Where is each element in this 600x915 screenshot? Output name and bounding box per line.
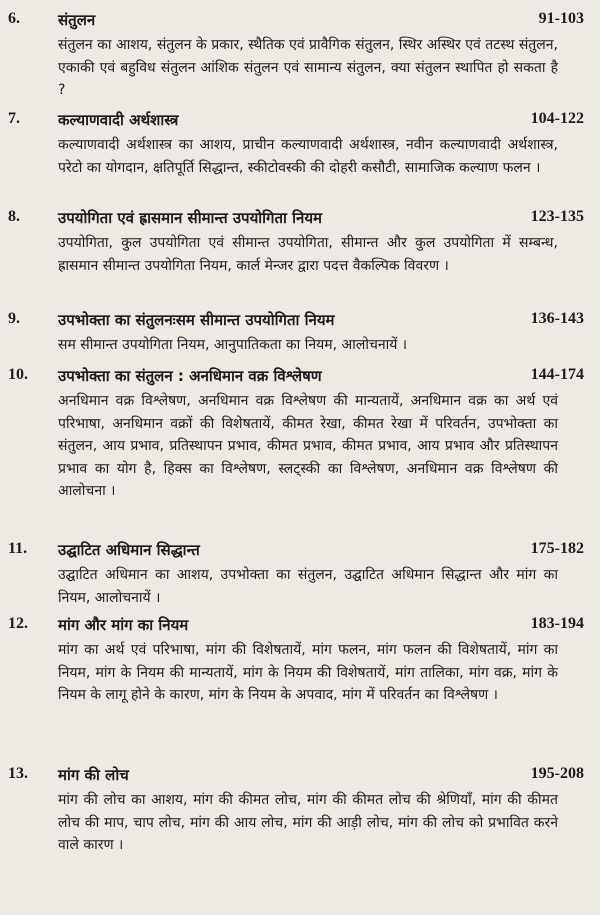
chapter-page-range: 175-182: [530, 540, 584, 557]
chapter-page-range: 183-194: [530, 615, 584, 632]
chapter-topics: संतुलन का आशय, संतुलन के प्रकार, स्थैतिक एवं प्रावैगिक संतुलन, स्थिर अस्थिर एवं तटस्थ संतुलन, एकाकी एवं बहुविध संतुलन आंशिक संतुलन एवं सामान्य संतुलन, क्या संतुलन स्थापित हो सकता है ?: [58, 37, 559, 98]
chapter-title: मांग और मांग का नियम: [58, 616, 189, 634]
chapter-page-range: 195-208: [530, 765, 584, 782]
chapter-number: 10.: [8, 366, 28, 383]
chapter-title: उपभोक्ता का संतुलन : अनधिमान वक्र विश्लेषण: [58, 367, 322, 385]
chapter-number: 12.: [8, 615, 28, 632]
chapter-title: उपभोक्ता का संतुलनःसम सीमान्त उपयोगिता नियम: [58, 311, 335, 329]
chapter-number: 6.: [8, 10, 20, 27]
chapter-topics: अनधिमान वक्र विश्लेषण, अनधिमान वक्र विश्लेषण की मान्यतायें, अनधिमान वक्र का अर्थ एवं परिभाषा, अनधिमान वक्रों की विशेषतायें, कीमत रेखा, कीमत रेखा में परिवर्तन, उपभोक्ता का संतुलन, आय प्रभाव, प्रतिस्थापन प्रभाव, कीमत प्रभाव, कीमत प्रभाव, आय प्रभाव और प्रतिस्थापन प्रभाव का योग है, हिक्स का विश्लेषण, स्लट्स्की का विश्लेषण, अनधिमान वक्र विश्लेषण की आलोचना ।: [58, 393, 558, 499]
chapter-page-range: 136-143: [530, 310, 584, 327]
chapter-title: उपयोगिता एवं ह्रासमान सीमान्त उपयोगिता नियम: [58, 209, 323, 227]
chapter-topics: उद्घाटित अधिमान का आशय, उपभोक्ता का संतुलन, उद्घाटित अधिमान सिद्धान्त और मांग का नियम, आलोचनायें ।: [58, 567, 558, 606]
chapter-title: संतुलन: [58, 11, 96, 29]
chapter-number: 7.: [8, 110, 20, 127]
chapter-topics: मांग का अर्थ एवं परिभाषा, मांग की विशेषतायें, मांग फलन, मांग फलन की विशेषतायें, मांग का नियम, मांग के नियम की मान्यतायें, मांग के नियम की विशेषतायें, मांग तालिका, मांग वक्र, मांग के नियम के लागू होने के कारण, मांग के नियम के अपवाद, मांग में परिवर्तन का विश्लेषण ।: [58, 642, 558, 703]
chapter-topics: मांग की लोच का आशय, मांग की कीमत लोच, मांग की कीमत लोच की श्रेणियाँ, मांग की कीमत लोच की माप, चाप लोच, मांग की आय लोच, मांग की आड़ी लोच, मांग की लोच को प्रभावित करने वाले कारण ।: [58, 792, 558, 853]
chapter-title: उद्घाटित अधिमान सिद्धान्त: [58, 541, 200, 559]
chapter-topics: कल्याणवादी अर्थशास्त्र का आशय, प्राचीन कल्याणवादी अर्थशास्त्र, नवीन कल्याणवादी अर्थशास्त्र, परेटो का योगदान, क्षतिपूर्ति सिद्धान्त, स्कीटोवस्की की दोहरी कसौटी, सामाजिक कल्याण फलन ।: [58, 137, 558, 176]
chapter-page-range: 144-174: [530, 366, 584, 383]
chapter-topics: सम सीमान्त उपयोगिता नियम, आनुपातिकता का नियम, आलोचनायें ।: [58, 337, 408, 353]
chapter-number: 11.: [8, 540, 28, 557]
chapter-number: 9.: [8, 310, 20, 327]
chapter-title: मांग की लोच: [58, 766, 129, 784]
chapter-topics: उपयोगिता, कुल उपयोगिता एवं सीमान्त उपयोगिता, सीमान्त और कुल उपयोगिता में सम्बन्ध, ह्रासमान सीमान्त उपयोगिता नियम, कार्ल मेन्जर द्वारा पदत्त वैकल्पिक विवरण ।: [58, 235, 558, 274]
chapter-number: 13.: [8, 765, 28, 782]
chapter-title: कल्याणवादी अर्थशास्त्र: [58, 111, 179, 129]
chapter-number: 8.: [8, 208, 20, 225]
chapter-page-range: 104-122: [530, 110, 584, 127]
chapter-page-range: 123-135: [530, 208, 584, 225]
chapter-page-range: 91-103: [538, 10, 584, 27]
